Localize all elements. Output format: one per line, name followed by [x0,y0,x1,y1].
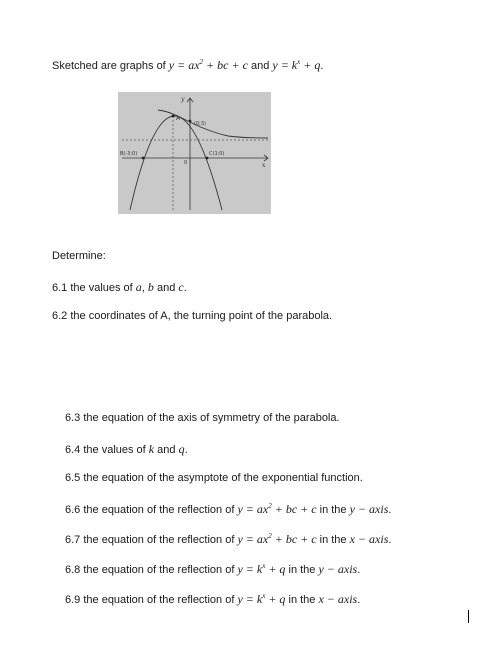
point-A [172,115,175,118]
label-y: y [181,96,185,103]
point-C [206,157,209,160]
question-6-1: 6.1 the values of a, b and c. [52,280,187,294]
text-cursor [468,610,469,623]
label-B: B(-3;0) [120,151,138,157]
question-6-3: 6.3 the equation of the axis of symmetry of the parabola. [65,412,340,424]
question-6-2: 6.2 the coordinates of A, the turning point of the parabola. [52,310,333,322]
quadratic-equation: $y = ax^2$ + bc + c [168,58,248,72]
exponential-equation: $y = k^x + q$ [272,58,321,72]
question-6-8: 6.8 the equation of the reflection of $y = k^x + q$ in the y − axis. [65,562,361,576]
label-A: A [176,115,181,122]
question-6-4: 6.4 the values of k and q. [65,442,188,456]
determine-heading: Determine: [52,250,106,262]
question-6-9: 6.9 the equation of the reflection of $y = k^x + q$ in the x − axis. [65,592,361,606]
intro-sentence: Sketched are graphs of $y = ax^2$ + bc + c and $y = k^x + q$. [52,58,324,72]
label-O: 0 [184,160,188,166]
question-6-7: 6.7 the equation of the reflection of $y = ax^2$ + bc + c in the x − axis. [65,532,392,546]
question-6-5: 6.5 the equation of the asymptote of the exponential function. [65,472,363,484]
question-6-6: 6.6 the equation of the reflection of $y = ax^2$ + bc + c in the y − axis. [65,502,392,516]
graph-figure [118,92,271,214]
label-C: C(1;0) [209,151,225,157]
point-D [189,120,192,123]
label-D: (0;3) [194,121,206,127]
point-B [142,157,145,160]
label-x: x [262,162,266,169]
